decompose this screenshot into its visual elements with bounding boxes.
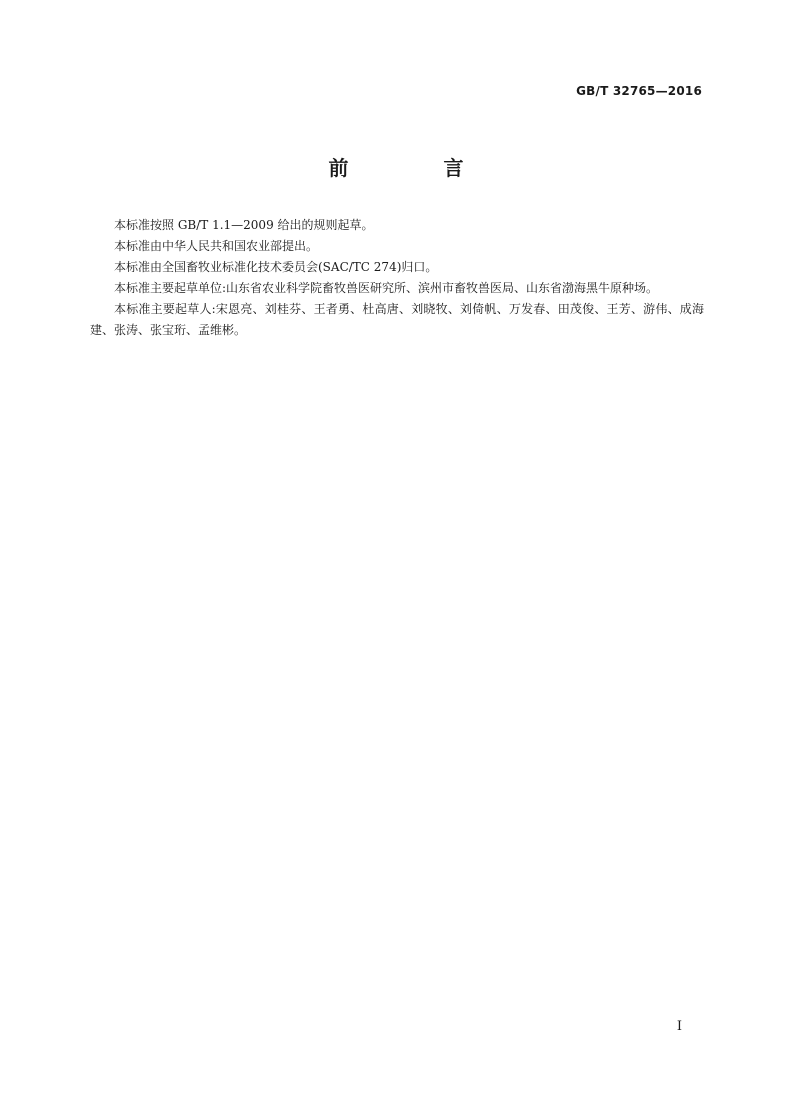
foreword-body xyxy=(90,215,704,341)
paragraph-drafters: 本标准主要起草人:宋恩亮、刘桂芬、王者勇、杜高唐、刘晓牧、刘倚帆、万发春、田茂俊、王芳、游伟、成海建、张涛、张宝珩、孟维彬。 xyxy=(90,302,704,337)
paragraph-drafting-rules: 本标准按照 GB/T 1.1—2009 给出的规则起草。 xyxy=(114,218,374,232)
page-number: I xyxy=(676,1019,682,1034)
page-title: 前 言 xyxy=(328,156,508,180)
paragraph-drafting-units: 本标准主要起草单位:山东省农业科学院畜牧兽医研究所、滨州市畜牧兽医局、山东省渤海黑牛原种场。 xyxy=(114,281,659,295)
standard-code: GB/T 32765—2016 xyxy=(576,84,702,98)
paragraph-proposer: 本标准由中华人民共和国农业部提出。 xyxy=(114,239,319,253)
paragraph-committee: 本标准由全国畜牧业标准化技术委员会(SAC/TC 274)归口。 xyxy=(114,260,438,274)
